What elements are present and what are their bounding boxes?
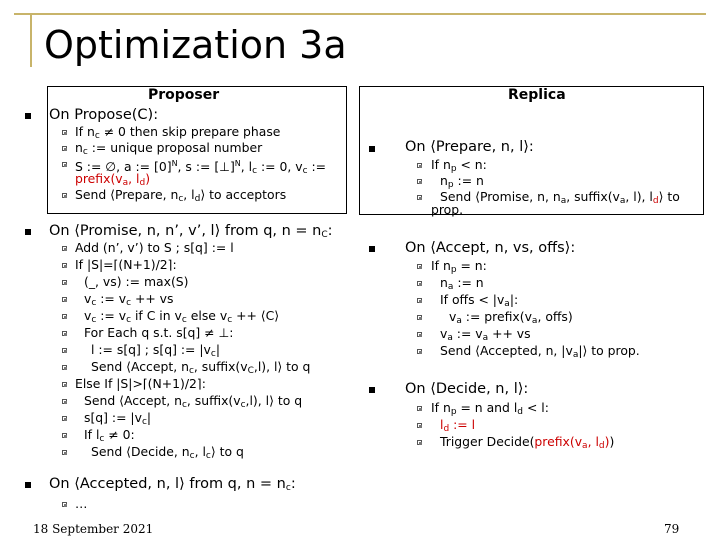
sub-bullet-icon: [62, 433, 67, 438]
promise-line-5: $v_c$ := $v_c$ if C in $v_c$ else $v_c$ ++ ⟨C⟩: [84, 308, 280, 325]
sub-bullet-icon: [417, 163, 422, 168]
sub-bullet-icon: [62, 399, 67, 404]
sub-bullet-icon: [62, 502, 67, 507]
replica-prepare-line-1: If $n_p < n$:: [431, 157, 487, 174]
replica-prepare-line-3-cont: prop.: [431, 202, 464, 217]
sub-bullet-icon: [417, 406, 422, 411]
promise-line-1: Add (n’, v’) to S ; s[q] := l: [75, 240, 234, 255]
replica-accept-line-3: If offs < $|v_a|$:: [440, 292, 519, 309]
accepted-line-1: …: [75, 496, 88, 511]
proposer-heading: Proposer: [148, 87, 220, 103]
promise-line-11: s[q] := $|v_c|$: [84, 410, 152, 427]
sub-bullet-icon: [62, 193, 67, 198]
bullet-icon: [25, 113, 31, 119]
sub-bullet-icon: [62, 365, 67, 370]
replica-prepare-line-3: Send ⟨Promise, n, $n_a$, $suffix(v_a$, l), $l_d⟩$ to: [440, 189, 680, 206]
promise-line-13: Send ⟨Decide, $n_c$, $l_c⟩$ to q: [91, 444, 244, 461]
sub-bullet-icon: [62, 450, 67, 455]
replica-accept-line-1: If $n_p = n$:: [431, 258, 487, 275]
footer-date: 18 September 2021: [33, 522, 154, 536]
sub-bullet-icon: [62, 162, 67, 167]
sub-bullet-icon: [417, 349, 422, 354]
propose-line-1: If $n_c \ne 0$ then skip prepare phase: [75, 124, 281, 141]
replica-prepare-header: On ⟨Prepare, n, l⟩:: [405, 139, 534, 155]
sub-bullet-icon: [62, 130, 67, 135]
replica-accept-line-2: $n_a$ := n: [440, 275, 484, 292]
accepted-header: On ⟨Accepted, n, l⟩ from q, $n = n_c$:: [49, 476, 296, 493]
sub-bullet-icon: [62, 280, 67, 285]
sub-bullet-icon: [417, 195, 422, 200]
page-number: 79: [664, 522, 680, 536]
bullet-icon: [25, 229, 31, 235]
bullet-icon: [369, 146, 375, 152]
replica-heading: Replica: [508, 87, 566, 103]
sub-bullet-icon: [62, 348, 67, 353]
slide-title: Optimization 3a: [44, 23, 347, 67]
bullet-icon: [369, 387, 375, 393]
title-rule-horizontal: [14, 13, 706, 15]
replica-accept-line-6: Send ⟨Accepted, n, $|v_a|⟩$ to prop.: [440, 343, 640, 360]
sub-bullet-icon: [417, 281, 422, 286]
propose-line-4: Send ⟨Prepare, $n_c$, $l_d⟩$ to acceptors: [75, 187, 287, 204]
sub-bullet-icon: [62, 246, 67, 251]
bullet-icon: [25, 482, 31, 488]
replica-accept-line-5: $v_a$ := $v_a$ ++ vs: [440, 326, 531, 343]
promise-header: On ⟨Promise, n, n’, v’, l⟩ from q, $n = n_C$:: [49, 223, 333, 240]
sub-bullet-icon: [417, 264, 422, 269]
sub-bullet-icon: [417, 179, 422, 184]
sub-bullet-icon: [62, 331, 67, 336]
promise-line-9: Else If |S|>⌈(N+1)/2⌉:: [75, 376, 206, 391]
replica-accept-header: On ⟨Accept, n, vs, offs⟩:: [405, 240, 576, 256]
promise-line-2: If |S|=⌈(N+1)/2⌉:: [75, 257, 177, 272]
sub-bullet-icon: [62, 297, 67, 302]
sub-bullet-icon: [417, 423, 422, 428]
title-rule-vertical: [30, 13, 32, 67]
replica-decide-line-3: Trigger $Decide(prefix(v_a$, $l_d$)): [440, 434, 615, 451]
propose-line-2: $n_c$ := unique proposal number: [75, 140, 263, 157]
promise-line-6: For Each q s.t. s[q] ≠ ⊥:: [84, 325, 234, 340]
replica-accept-line-4: $v_a$ := $prefix(v_a$, offs): [449, 309, 573, 326]
sub-bullet-icon: [417, 315, 422, 320]
promise-line-8: Send ⟨Accept, $n_c$, $suffix(v_C,l)$, l⟩ to q: [91, 359, 311, 376]
sub-bullet-icon: [417, 332, 422, 337]
replica-prepare-line-2: $n_p$ := n: [440, 173, 484, 190]
sub-bullet-icon: [62, 416, 67, 421]
sub-bullet-icon: [62, 146, 67, 151]
promise-line-10: Send ⟨Accept, $n_c$, $suffix(v_c,l)$, l⟩ to q: [84, 393, 303, 410]
promise-line-12: If $l_c \ne 0$:: [84, 427, 135, 444]
promise-line-7: l := s[q] ; s[q] := $|v_c|$: [91, 342, 220, 359]
sub-bullet-icon: [417, 440, 422, 445]
sub-bullet-icon: [62, 263, 67, 268]
propose-line-3-cont: $prefix(v_a$, $l_d$): [75, 171, 151, 188]
replica-decide-line-1: If $n_p = n$ and $l_d < l$:: [431, 400, 549, 417]
sub-bullet-icon: [62, 382, 67, 387]
sub-bullet-icon: [62, 314, 67, 319]
promise-line-3: (_, vs) := max(S): [84, 274, 189, 289]
replica-decide-header: On ⟨Decide, n, l⟩:: [405, 381, 529, 397]
propose-header: On Propose(C):: [49, 107, 159, 123]
propose-line-3: S := ∅, a := $[0]^N$, s := [⊥]$^N$, $l_c$ := 0, $v_c$ :=: [75, 159, 327, 177]
replica-decide-line-2: $l_d$ := l: [440, 417, 476, 434]
promise-line-4: $v_c$ := $v_c$ ++ vs: [84, 291, 174, 308]
sub-bullet-icon: [417, 298, 422, 303]
bullet-icon: [369, 246, 375, 252]
